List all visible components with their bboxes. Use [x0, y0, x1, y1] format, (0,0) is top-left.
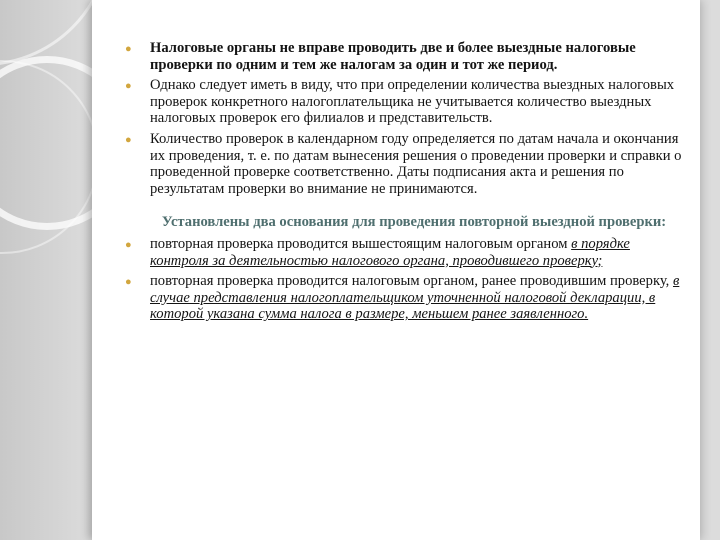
hyperlink-text[interactable]: в случае представления налогоплательщиком уточненной налоговой декларации, в которой указана сумма налога в размере, меньшем ранее заявленного.: [150, 273, 680, 323]
bullet-icon: ●: [125, 133, 132, 146]
bullet-icon: ●: [125, 276, 132, 289]
hyperlink-text[interactable]: в порядке контроля за деятельностью налогового органа, проводившего проверку;: [150, 235, 630, 269]
list-item: [124, 77, 690, 127]
main-bullet-list: [124, 40, 690, 197]
bullet-icon: ●: [125, 238, 132, 251]
slide-content: [124, 40, 690, 327]
bullet-icon: ●: [125, 43, 132, 55]
list-item-text: повторная проверка проводится налоговым органом, ранее проводившим проверку,: [150, 273, 670, 290]
bullet-icon: ●: [125, 80, 132, 93]
grounds-bullet-list: [124, 236, 690, 323]
right-decorative-band: [700, 0, 720, 540]
list-item-text: повторная проверка проводится вышестоящим налоговым органом: [150, 235, 568, 252]
list-item: [124, 236, 690, 269]
list-item: [124, 131, 690, 197]
list-item: [124, 40, 690, 73]
list-item-text: Количество проверок в календарном году определяется по датам начала и окончания их проведения, т. е. по датам вынесения решения о проведении проверки и справки о проведенной проверке соответственно. Даты подписания акта и решения по результатам проверки во внимание не принимаются.: [150, 130, 682, 197]
list-item: [124, 273, 690, 323]
list-item-text: Однако следует иметь в виду, что при определении количества выездных налоговых проверок конкретного налогоплательщика не учитывается количество выездных налоговых проверок его филиалов и представительств.: [150, 77, 675, 127]
list-item-text: Налоговые органы не вправе проводить две и более выездные налоговые проверки по одним и тем же налогам за один и тот же период.: [150, 40, 636, 73]
section-subheading: Установлены два основания для проведения повторной выездной проверки:: [161, 214, 667, 231]
